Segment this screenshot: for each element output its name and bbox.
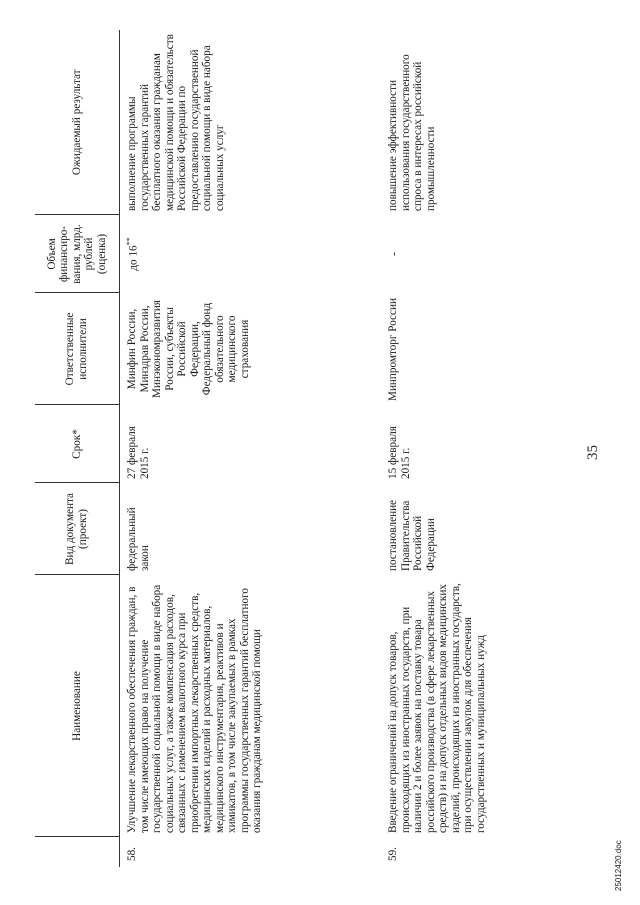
document-file-id: 25012420.doc (614, 840, 623, 891)
row-funding (120, 215, 382, 293)
row-funding-footnote-mark: ** (125, 237, 134, 246)
table-row (120, 30, 382, 867)
row-number: 59. (387, 847, 399, 861)
row-funding-value: до 16 (127, 245, 140, 271)
row-doc-type: федеральный закон (126, 507, 151, 571)
row-funding-value: - (388, 252, 401, 256)
table-header-row (35, 30, 120, 867)
col-header-deadline: Срок* (35, 405, 120, 483)
measures-table (35, 30, 490, 867)
page-number: 35 (585, 445, 601, 460)
row-funding (381, 215, 490, 293)
row-deadline: 27 февраля 2015 г. (126, 426, 151, 479)
row-result: повышение эффективности использования государственного спроса в интересах российской промышленности (387, 54, 437, 211)
row-responsible: Минпромторг России (387, 298, 399, 401)
table-row (381, 30, 490, 867)
row-name: Введение ограничений на допуск товаров, происходящих из иностранных государств, при наличии 2 и более заявок на поставку товара российского производства (в сфере лекарственных средств) и на допуск отдельных видов медицинских изделий, происходящих из иностранных государств, при осуществлении закупок для обеспечения государственных и муниципальных нужд (387, 583, 487, 833)
row-doc-type: постановление Правительства Российской Федерации (387, 499, 437, 571)
row-deadline: 15 февраля 2015 г. (387, 426, 412, 479)
col-header-doc-type: Вид документа (проект) (35, 483, 120, 575)
row-result: выполнение программы государственных гарантий бесплатного оказания гражданам медицинской помощи и обязательств Российской Федерации по предоставлению государственной социальной помощи в виде набора социальных услуг (126, 34, 226, 211)
col-header-funding: Объем финансиро-вания, млрд. рублей (оценка) (35, 215, 120, 293)
col-header-name: Наименование (35, 575, 120, 837)
col-header-responsible: Ответственные исполнители (35, 293, 120, 405)
row-name: Улучшение лекарственного обеспечения граждан, в том числе имеющих право на получение государственной социальной помощи в виде набора социальных услуг, а также компенсация расходов, связанных с изменением валютного курса при приобретении импортных лекарственных средств, медицинских изделий и расходных материалов, медицинского инструментария, реактивов и химикатов, в том числе закупаемых в рамках программы государственных гарантий бесплатного оказания гражданам медицинской помощи (126, 584, 264, 833)
col-header-result: Ожидаемый результат (35, 30, 120, 215)
col-header-num (35, 837, 120, 867)
row-number: 58. (126, 847, 138, 861)
row-responsible: Минфин России, Минздрав России, Минэкономразвития России, субъекты Российской Федерации, Федеральный фонд обязательного медицинского страхования (126, 300, 251, 398)
